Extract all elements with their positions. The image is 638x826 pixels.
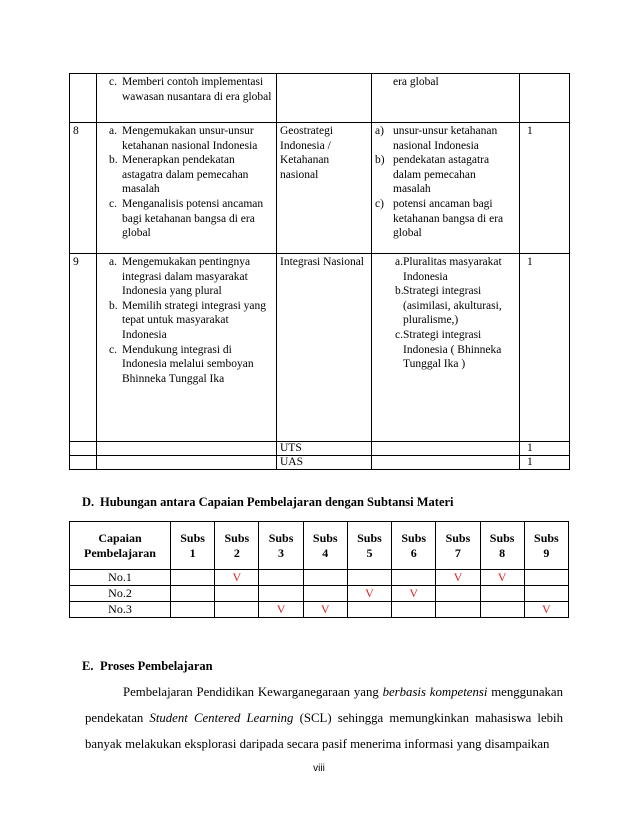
list-marker: c) xyxy=(375,197,384,210)
row-number: 9 xyxy=(70,254,97,442)
empty-cell xyxy=(97,442,277,456)
list-item xyxy=(375,255,516,284)
check-cell xyxy=(480,602,524,618)
header-subs: Subs 7 xyxy=(436,522,480,570)
indicator-text: Mengemukakan unsur-unsur ketahanan nasional Indonesia xyxy=(122,125,258,152)
exam-weight: 1 xyxy=(520,456,570,470)
indicator-text: Mengemukakan pentingnya integrasi dalam masyarakat Indonesia yang plural xyxy=(122,256,251,298)
table-row xyxy=(70,74,570,123)
material-text: pendekatan astagatra dalam pemecahan masalah xyxy=(393,154,490,196)
list-marker: c. xyxy=(109,197,117,210)
check-cell xyxy=(524,586,568,602)
check-cell xyxy=(347,602,391,618)
check-cell xyxy=(392,570,436,586)
empty-cell xyxy=(372,442,520,456)
exam-label: UAS xyxy=(277,456,372,470)
check-cell xyxy=(171,602,215,618)
indicator-list xyxy=(100,255,273,386)
check-cell xyxy=(480,586,524,602)
exam-label: UTS xyxy=(277,442,372,456)
check-cell xyxy=(436,586,480,602)
check-cell xyxy=(215,586,259,602)
list-marker: c. xyxy=(395,328,403,341)
indicator-cell xyxy=(97,254,277,442)
header-subs: Subs 1 xyxy=(171,522,215,570)
empty-cell xyxy=(372,456,520,470)
material-cell xyxy=(372,254,520,442)
topic-cell: Geostrategi Indonesia / Ketahanan nasional xyxy=(277,123,372,254)
header-subs: Subs 6 xyxy=(392,522,436,570)
table-header-row xyxy=(70,522,569,570)
check-cell: V xyxy=(347,586,391,602)
check-cell: V xyxy=(259,602,303,618)
material-text: era global xyxy=(393,76,439,88)
weight-cell xyxy=(520,74,570,123)
list-item xyxy=(100,255,273,299)
header-subs: Subs 4 xyxy=(303,522,347,570)
check-cell xyxy=(303,570,347,586)
row-label: No.2 xyxy=(70,586,171,602)
list-item xyxy=(100,75,273,104)
table-row xyxy=(70,123,570,254)
indicator-text: Menganalisis potensi ancaman bagi ketahanan bangsa di era global xyxy=(122,197,264,240)
weight-cell: 1 xyxy=(520,254,570,442)
header-subs: Subs 5 xyxy=(347,522,391,570)
page-number: viii xyxy=(313,763,325,774)
material-text: unsur-unsur ketahanan nasional Indonesia xyxy=(393,125,498,152)
list-marker: c. xyxy=(109,76,117,88)
table-row xyxy=(70,586,569,602)
check-cell xyxy=(524,570,568,586)
check-cell xyxy=(436,602,480,618)
list-item xyxy=(375,284,516,328)
check-cell: V xyxy=(392,586,436,602)
material-list xyxy=(375,75,516,90)
material-cell xyxy=(372,123,520,254)
header-subs: Subs 8 xyxy=(480,522,524,570)
check-cell xyxy=(171,586,215,602)
list-marker: b. xyxy=(109,154,118,167)
section-e-heading: E. Proses Pembelajaran xyxy=(82,659,213,673)
check-cell: V xyxy=(480,570,524,586)
list-marker: a. xyxy=(109,256,117,268)
material-text: potensi ancaman bagi ketahanan bangsa di era global xyxy=(393,197,504,240)
topic-cell: Integrasi Nasional xyxy=(277,254,372,442)
header-subs: Subs 9 xyxy=(524,522,568,570)
row-label: No.1 xyxy=(70,570,171,586)
list-item xyxy=(375,153,516,197)
material-text: Strategi integrasi (asimilasi, akulturasi, pluralisme,) xyxy=(403,285,502,327)
section-d-heading: D. Hubungan antara Capaian Pembelajaran dengan Subtansi Materi xyxy=(82,495,454,509)
table-row xyxy=(70,570,569,586)
header-capaian: Capaian Pembelajaran xyxy=(70,522,171,570)
table-row xyxy=(70,602,569,618)
exam-weight: 1 xyxy=(520,442,570,456)
check-cell xyxy=(347,570,391,586)
indicator-list xyxy=(100,124,273,241)
material-cell xyxy=(372,74,520,123)
section-e-paragraph: Pembelajaran Pendidikan Kewarganegaraan yang berbasis kompetensi menggunakan pendekatan Student Centered Learning (SCL) sehingga memungkinkan mahasiswa lebih banyak melakukan eksplorasi daripada secara pasif menerima informasi yang disampaikan xyxy=(85,685,563,751)
row-label: No.3 xyxy=(70,602,171,618)
list-item xyxy=(375,75,516,90)
check-cell: V xyxy=(303,602,347,618)
empty-cell xyxy=(70,456,97,470)
list-item xyxy=(100,299,273,343)
check-cell xyxy=(171,570,215,586)
indicator-list xyxy=(100,75,273,104)
header-subs: Subs 2 xyxy=(215,522,259,570)
indicator-text: Memberi contoh implementasi wawasan nusantara di era global xyxy=(122,76,272,103)
weight-cell: 1 xyxy=(520,123,570,254)
list-marker: c. xyxy=(109,343,117,356)
check-cell xyxy=(303,586,347,602)
exam-row xyxy=(70,456,570,470)
check-cell: V xyxy=(524,602,568,618)
indicator-cell xyxy=(97,123,277,254)
list-marker: b) xyxy=(375,154,385,167)
indicator-cell xyxy=(97,74,277,123)
check-cell xyxy=(259,570,303,586)
row-number: 8 xyxy=(70,123,97,254)
material-list xyxy=(375,124,516,241)
topic-cell xyxy=(277,74,372,123)
mapping-table xyxy=(69,521,569,618)
indicator-text: Mendukung integrasi di Indonesia melalui semboyan Bhinneka Tunggal Ika xyxy=(122,343,254,385)
list-item xyxy=(100,343,273,387)
table-row xyxy=(70,254,570,442)
empty-cell xyxy=(97,456,277,470)
check-cell: V xyxy=(215,570,259,586)
list-marker: a) xyxy=(375,125,384,137)
exam-row xyxy=(70,442,570,456)
material-list xyxy=(375,255,516,372)
indicator-text: Menerapkan pendekatan astagatra dalam pemecahan masalah xyxy=(122,154,249,196)
material-text: Strategi integrasi Indonesia ( Bhinneka Tunggal Ika ) xyxy=(403,328,502,371)
list-item xyxy=(100,153,273,197)
row-number xyxy=(70,74,97,123)
header-subs: Subs 3 xyxy=(259,522,303,570)
empty-cell xyxy=(70,442,97,456)
list-item xyxy=(375,197,516,241)
list-item xyxy=(375,124,516,153)
indicator-text: Memilih strategi integrasi yang tepat untuk masyarakat Indonesia xyxy=(122,299,267,341)
learning-plan-table xyxy=(69,73,570,470)
check-cell xyxy=(259,586,303,602)
material-text: Pluralitas masyarakat Indonesia xyxy=(403,256,502,283)
list-marker: b. xyxy=(109,299,118,312)
list-item xyxy=(375,328,516,372)
list-item xyxy=(100,124,273,153)
check-cell: V xyxy=(436,570,480,586)
list-item xyxy=(100,197,273,241)
list-marker: a. xyxy=(395,256,403,268)
list-marker: a. xyxy=(109,125,117,137)
list-marker: b. xyxy=(395,285,404,298)
check-cell xyxy=(392,602,436,618)
check-cell xyxy=(215,602,259,618)
